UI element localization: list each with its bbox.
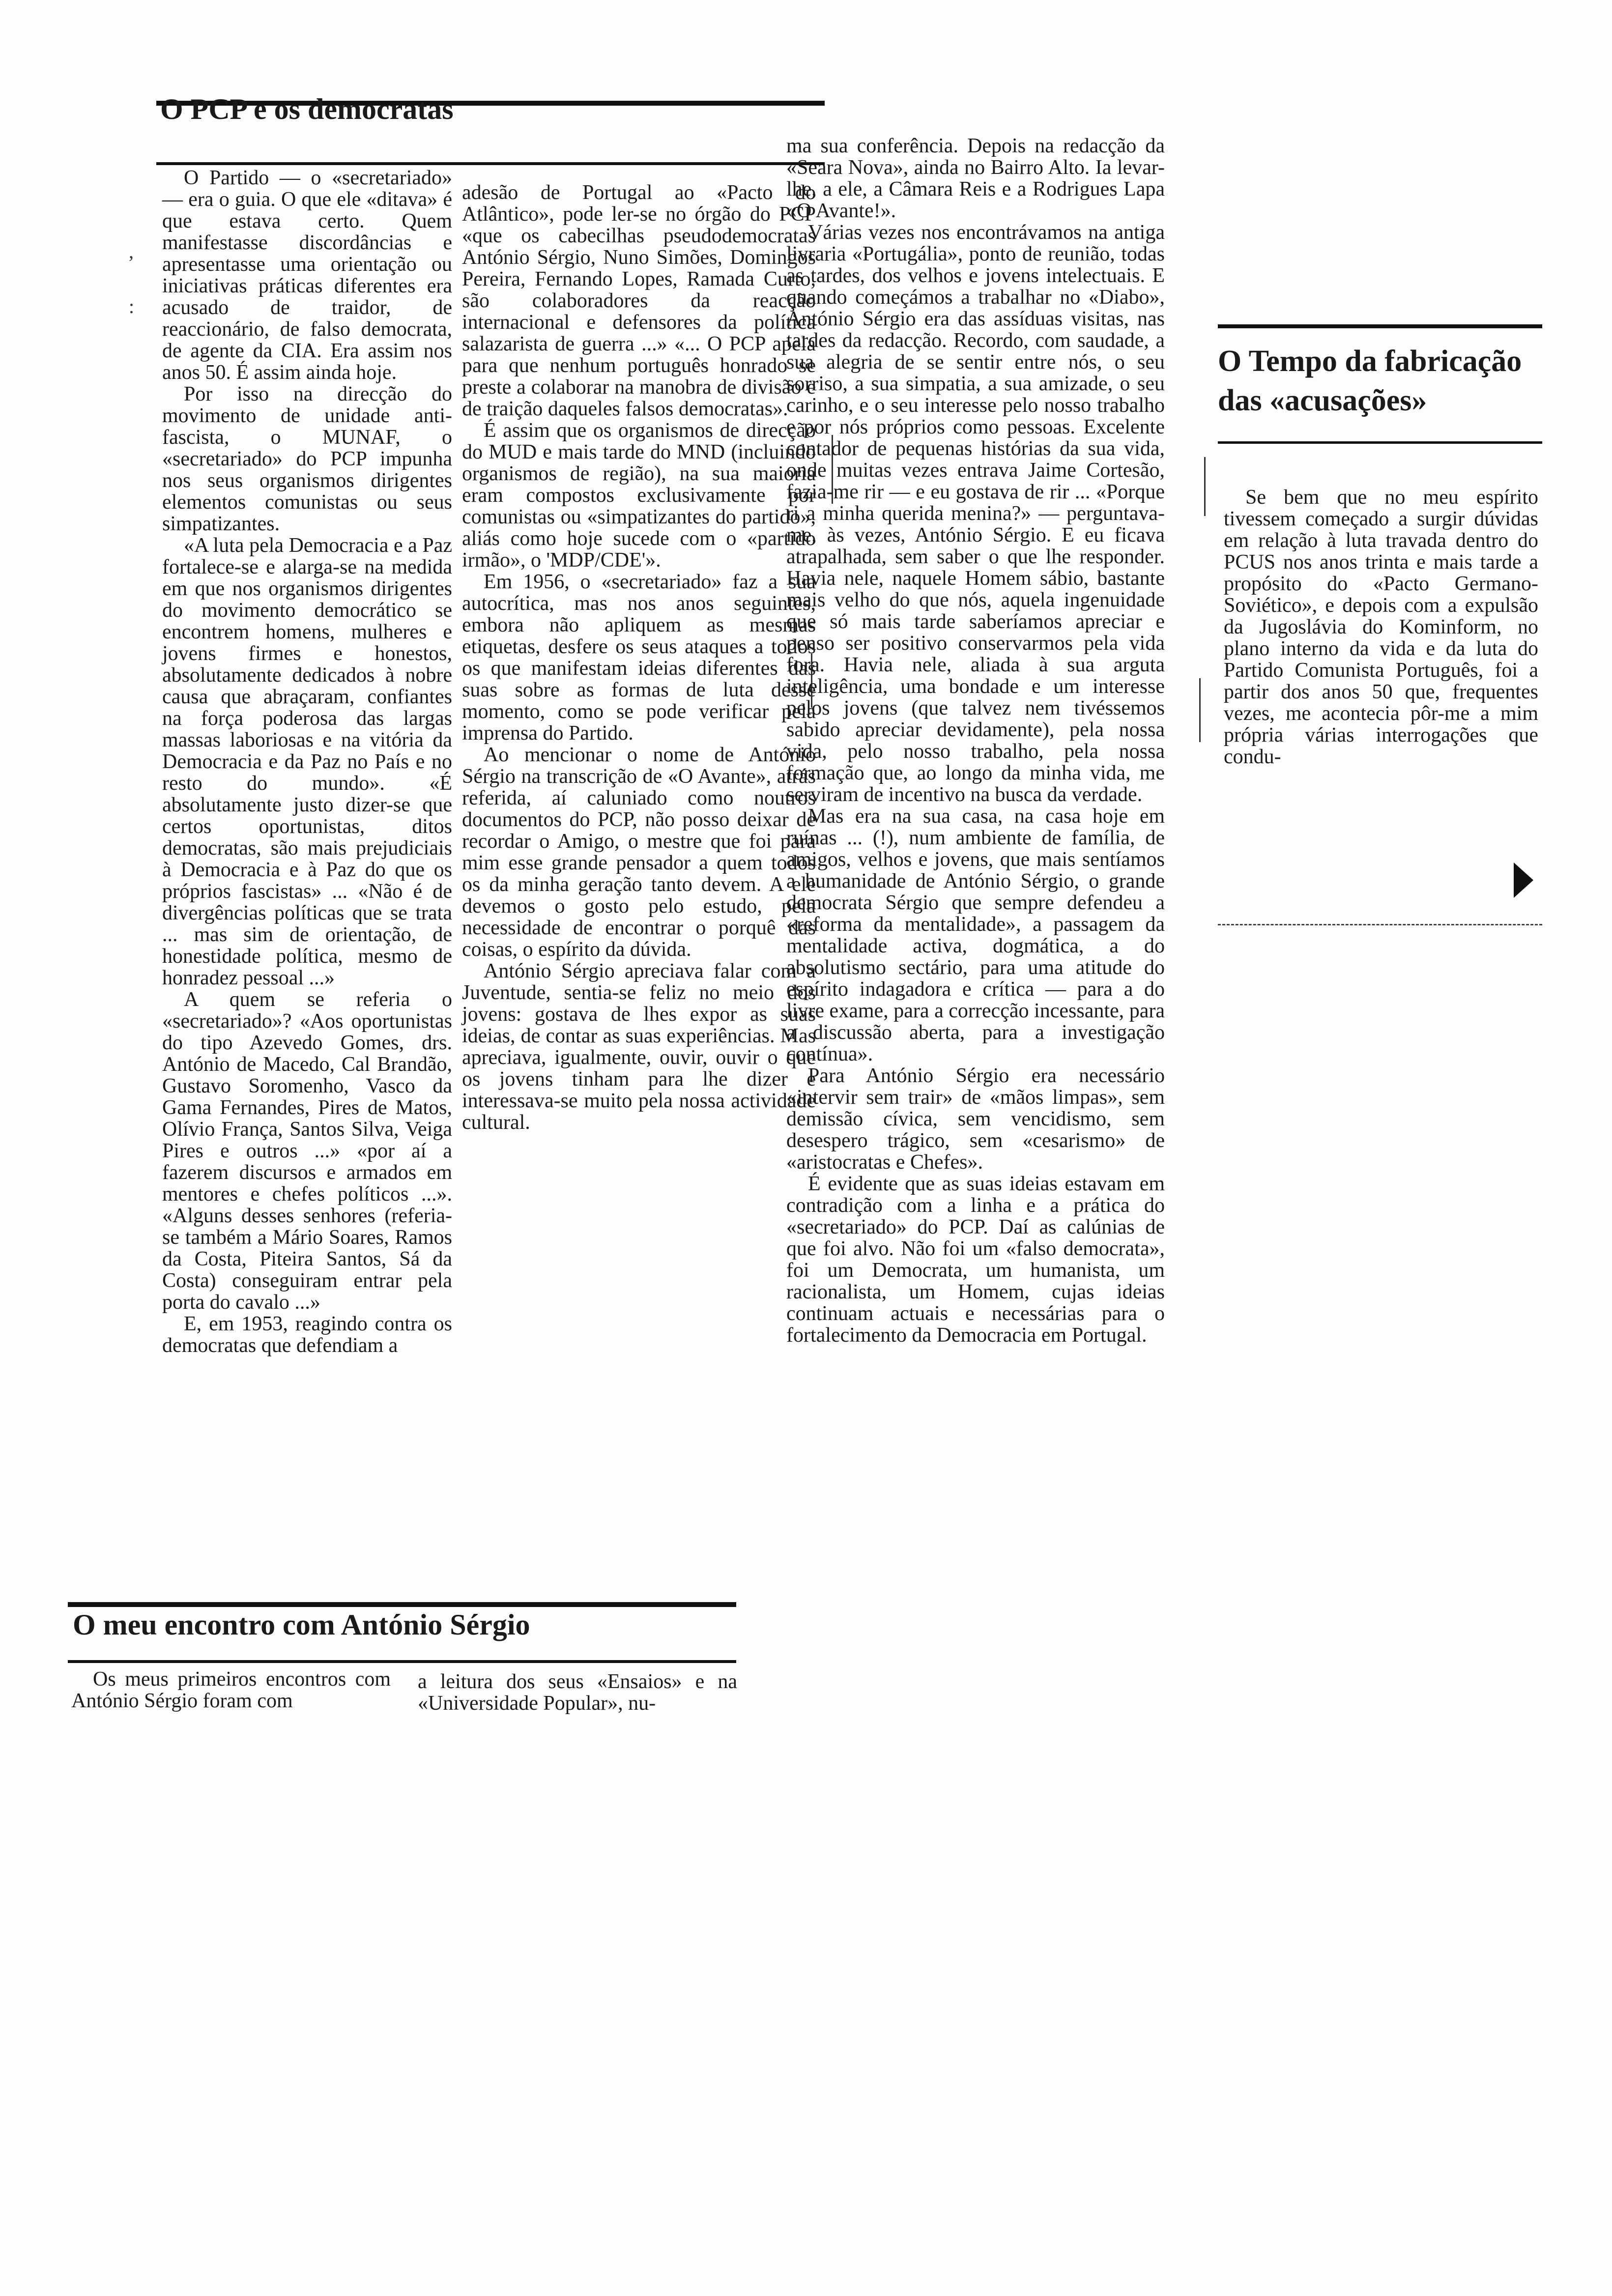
article1-column2 bbox=[462, 182, 816, 1133]
margin-dot: , bbox=[129, 240, 134, 262]
article2-column2 bbox=[418, 1671, 737, 1714]
continue-arrow-icon bbox=[1514, 862, 1533, 898]
article1-title: O PCP e os democratas bbox=[160, 93, 454, 125]
margin-dot: : bbox=[129, 295, 135, 317]
paragraph: ma sua conferência. Depois na redacção da «Seara Nova», ainda no Bairro Alto. Ia levar-lhe, a ele, a Câmara Reis e a Rodrigues Lapa «O Avante!». bbox=[786, 135, 1165, 222]
paragraph: E, em 1953, reagindo contra os democratas que defendiam a bbox=[162, 1313, 452, 1357]
article2-title: O meu encontro com António Sérgio bbox=[73, 1608, 530, 1641]
margin-mark bbox=[1199, 678, 1201, 742]
paragraph: adesão de Portugal ao «Pacto do Atlântico», pode ler-se no órgão do PCP «que os cabecilhas pseudodemocratas António Sérgio, Nuno Simões, Domingos Pereira, Fernando Lopes, Ramada Curto, são colaboradores da reacção internacional e defensores da política salazarista de guerra ...» «... O PCP apela para que nenhum português honrado se preste a colaborar na manobra de divisão e de traição daqueles falsos democratas». bbox=[462, 181, 816, 420]
paragraph: Se bem que no meu espírito tivessem começado a surgir dúvidas em relação à luta travada dentro do PCUS nos anos trinta e mais tarde a propósito do «Pacto Germano-Soviético», e depois com a expulsão da Jugoslávia do Kominform, no plano interno da vida e da luta do Partido Comunista Português, foi a partir dos anos 50 que, frequentes vezes, me acontecia pôr-me a mim própria várias interrogações que condu- bbox=[1224, 486, 1538, 768]
paragraph: Os meus primeiros encontros com António Sérgio foram com bbox=[71, 1668, 391, 1712]
article2-column3 bbox=[786, 135, 1165, 1346]
paragraph: a leitura dos seus «Ensaios» e na «Universidade Popular», nu- bbox=[418, 1670, 737, 1715]
paragraph: Por isso na direcção do movimento de unidade anti-fascista, o MUNAF, o «secretariado» do PCP impunha nos seus organismos dirigentes elementos comunistas ou seus simpatizantes. bbox=[162, 383, 452, 535]
article1-column1 bbox=[162, 167, 452, 1356]
top-rule-article3 bbox=[1218, 324, 1542, 328]
article3-title-line1: O Tempo da fabricação bbox=[1218, 344, 1522, 378]
paragraph: António Sérgio apreciava falar com a Juventude, sentia-se feliz no meio dos jovens: gostava de lhes expor as suas ideias, de contar as suas experiências. Mas apreciava, igualmente, ouvir, ouvir o que os jovens tinham para lhe dizer e interessava-se muito pela nossa actividade cultural. bbox=[462, 960, 816, 1134]
dashed-separator bbox=[1218, 924, 1542, 925]
paragraph: Mas era na sua casa, na casa hoje em ruínas ... (!), num ambiente de família, de amigos, velhos e jovens, que mais sentíamos a humanidade de António Sérgio, o grande democrata Sérgio que sempre defendeu a «reforma da mentalidade», a passagem da mentalidade activa, dogmática, a do absolutismo sectário, para uma atitude do espírito indagadora e crítica — para a do livre exame, para a correcção incessante, para a discussão aberta, para a investigação contínua». bbox=[786, 805, 1165, 1065]
article2-column1 bbox=[71, 1668, 391, 1712]
title-underline-article3 bbox=[1218, 441, 1542, 444]
paragraph: A quem se referia o «secretariado»? «Aos oportunistas do tipo Azevedo Gomes, drs. António de Macedo, Cal Brandão, Gustavo Soromenho, Vasco da Gama Fernandes, Pires de Matos, Olívio França, Santos Silva, Veiga Pires e outros ...» «por aí a fazerem discursos e armados em mentores e chefes políticos ...». «Alguns desses senhores (referia-se também a Mário Soares, Ramos da Costa, Piteira Santos, Sá da Costa) conseguiram entrar pela porta do cavalo ...» bbox=[162, 988, 452, 1314]
paragraph: «A luta pela Democracia e a Paz fortalece-se e alarga-se na medida em que nos organismos dirigentes do movimento democrático se encontrem homens, mulheres e jovens firmes e honestos, absolutamente dedicados à nobre causa que abraçaram, confiantes na força poderosa das largas massas laboriosas e na vitória da Democracia e da Paz no País e no resto do mundo». «É absolutamente justo dizer-se que certos oportunistas, ditos democratas, são mais prejudiciais à Democracia e à Paz do que os próprios fascistas» ... «Não é de divergências políticas que se trata ... mas sim de orientação, de honestidade política, mesmo de honradez pessoal ...» bbox=[162, 534, 452, 989]
article3-body bbox=[1224, 487, 1538, 768]
paragraph: O Partido — o «secretariado» — era o guia. O que ele «ditava» é que estava certo. Quem manifestasse discordâncias e apresentasse uma orientação ou iniciativas práticas diferentes era acusado de traidor, de reaccionário, de falso democrata, de agente da CIA. Era assim nos anos 50. É assim ainda hoje. bbox=[162, 167, 452, 384]
paragraph: Em 1956, o «secretariado» faz a sua autocrítica, mas nos anos seguintes, embora não apliquem as mesmas etiquetas, desfere os seus ataques a todos os que manifestam ideias diferentes das suas sobre as formas de luta desse momento, como se pode verificar pela imprensa do Partido. bbox=[462, 571, 816, 745]
title-underline-article1 bbox=[156, 162, 825, 165]
margin-mark bbox=[1204, 457, 1206, 516]
paragraph: É assim que os organismos de direcção do MUD e mais tarde do MND (incluindo organismos de região), na sua maioria eram compostos exclusivamente por comunistas ou «simpatizantes do partido», aliás como hoje sucede com o «partido irmão», o 'MDP/CDE'». bbox=[462, 419, 816, 572]
title-underline-article2 bbox=[68, 1660, 736, 1663]
paragraph: Para António Sérgio era necessário «intervir sem trair» de «mãos limpas», sem demissão cívica, sem vencidismo, sem desespero trágico, sem «cesarismo» de «aristocratas e Chefes». bbox=[786, 1064, 1165, 1174]
article3-title-line2: das «acusações» bbox=[1218, 384, 1427, 417]
paragraph: Várias vezes nos encontrávamos na antiga livraria «Portugália», ponto de reunião, todas as tardes, dos velhos e jovens intelectuais. E quando começámos a trabalhar no «Diabo», António Sérgio era das assíduas visitas, nas tardes da redacção. Recordo, com saudade, a sua alegria de se sentir entre nós, o seu sorriso, a sua simpatia, a sua amizade, o seu carinho, e o seu interesse pelo nosso trabalho e por nós próprios como pessoas. Excelente contador de pequenas histórias da sua vida, onde muitas vezes entrava Jaime Cortesão, fazia-me rir — e eu gostava de rir ... «Porque ri a minha querida menina?» — perguntava-me, às vezes, António Sérgio. E eu ficava atrapalhada, sem saber o que lhe responder. Havia nele, naquele Homem sábio, bastante mais velho do que nós, aquela ingenuidade que só mais tarde saberíamos apreciar e penso ser positivo conservarmos pela vida fora. Havia nele, aliada à sua arguta inteligência, uma bondade e um interesse pelos jovens (que talvez nem tivéssemos sabido apreciar devidamente), pela nossa vida, pelo nosso trabalho, pela nossa formação que, ao longo da minha vida, me serviram de incentivo na busca da verdade. bbox=[786, 221, 1165, 806]
paragraph: Ao mencionar o nome de António Sérgio na transcrição de «O Avante», atrás referida, aí caluniado como noutros documentos do PCP, não posso deixar de recordar o Amigo, o mestre que foi para mim esse grande pensador a quem todos os da minha geração tanto devem. A ele devemos o gosto pelo estudo, pela necessidade de encontrar o porquê das coisas, o espírito da dúvida. bbox=[462, 744, 816, 961]
paragraph: É evidente que as suas ideias estavam em contradição com a linha e a prática do «secretariado» do PCP. Daí as calúnias de que foi alvo. Não foi um «falso democrata», foi um Democrata, um humanista, um racionalista, um Homem, cujas ideias continuam actuais e necessárias para o fortalecimento da Democracia em Portugal. bbox=[786, 1173, 1165, 1347]
top-rule-article2 bbox=[68, 1602, 736, 1607]
